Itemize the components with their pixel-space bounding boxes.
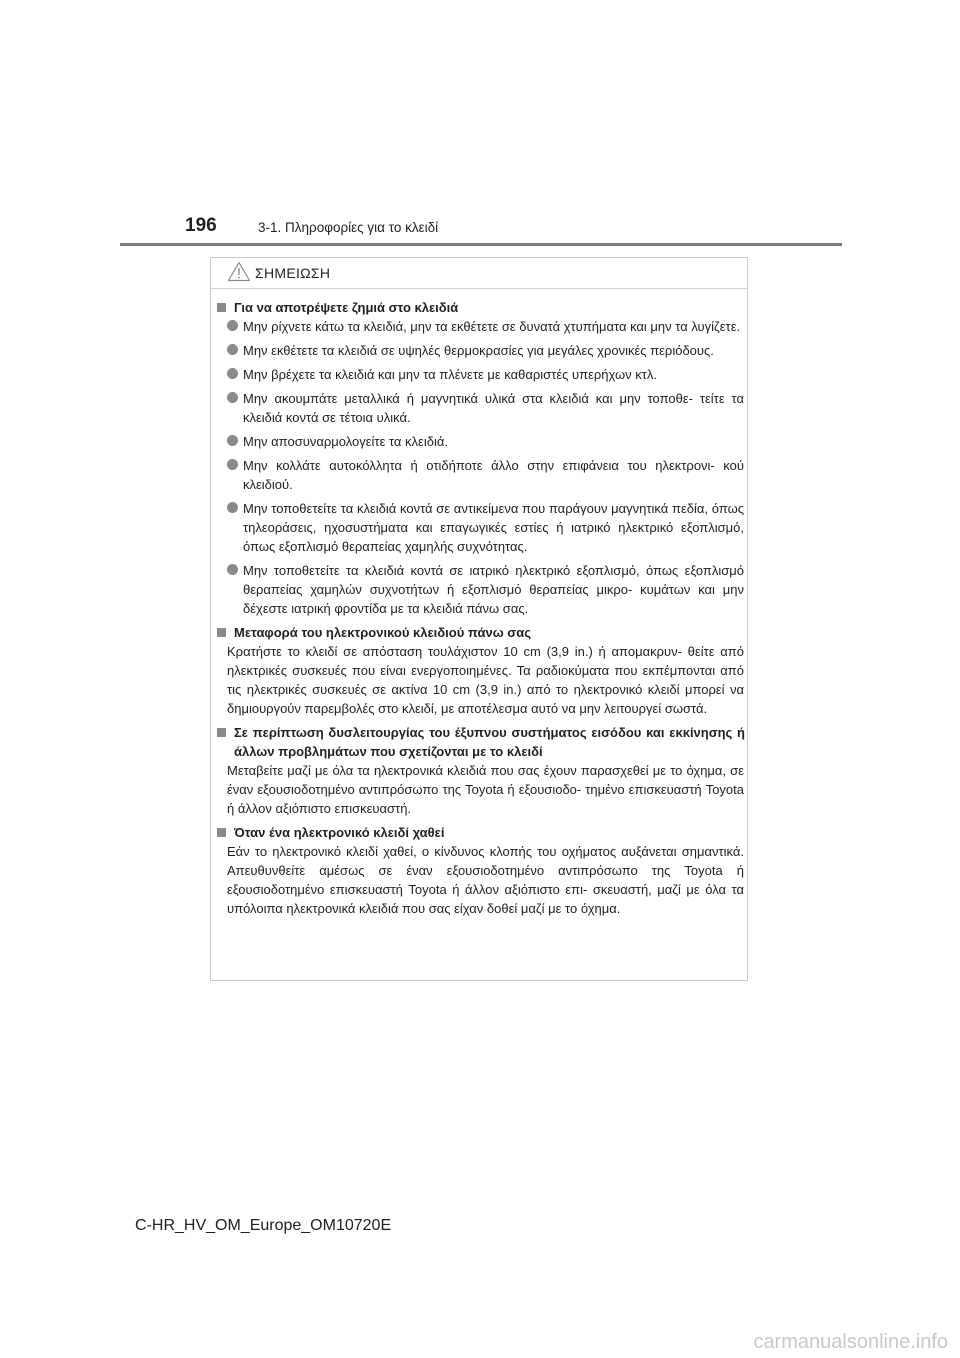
section-prevent-damage <box>211 298 747 618</box>
section-heading <box>217 298 745 317</box>
section-heading <box>217 823 745 842</box>
section-paragraph: Εάν το ηλεκτρονικό κλειδί χαθεί, ο κίνδυνος κλοπής του οχήματος αυξάνεται σημαντικά. Απευθυνθείτε αμέσως σε έναν εξουσιοδοτημένο αντιπρόσωπο της Toyota ή εξουσιοδοτημένο επισκευαστή Toyota ή άλλον αξιόπιστο επι- σκευαστή, μαζί με όλα τα υπόλοιπα ηλεκτρονικά κλειδιά που σας είχαν δοθεί μαζί με το όχημα. <box>227 844 744 916</box>
page-number: 196 <box>185 215 217 236</box>
list-item <box>243 317 744 336</box>
square-bullet-icon <box>217 828 226 837</box>
list-item-text: Μην αποσυναρμολογείτε τα κλειδιά. <box>243 434 448 449</box>
circle-bullet-icon <box>227 435 238 446</box>
list-item-text: Μην ακουμπάτε μεταλλικά ή μαγνητικά υλικά στα κλειδιά και μην τοποθε- τείτε τα κλειδιά κοντά σε τέτοια υλικά. <box>243 391 744 425</box>
warning-triangle-icon <box>227 261 251 282</box>
list-item-text: Μην κολλάτε αυτοκόλλητα ή οτιδήποτε άλλο στην επιφάνεια του ηλεκτρονι- κού κλειδιού. <box>243 458 744 492</box>
circle-bullet-icon <box>227 368 238 379</box>
note-label: ΣΗΜΕΙΩΣΗ <box>255 265 331 281</box>
section-heading <box>217 723 745 761</box>
note-header <box>211 258 747 289</box>
document-code: C-HR_HV_OM_Europe_OM10720E <box>135 1217 392 1234</box>
square-bullet-icon <box>217 303 226 312</box>
list-item <box>243 389 744 427</box>
square-bullet-icon <box>217 728 226 737</box>
section-title: 3-1. Πληροφορίες για το κλειδί <box>258 220 439 235</box>
circle-bullet-icon <box>227 320 238 331</box>
section-paragraph: Κρατήστε το κλειδί σε απόσταση τουλάχιστον 10 cm (3,9 in.) ή απομακρυν- θείτε από ηλεκτρικές συσκευές που είναι ενεργοποιημένες. Τα ραδιοκύματα που εκπέμπονται από τις ηλεκτρικές συσκευές σε ακτίνα 10 cm (3,9 in.) από το ηλεκτρονικό κλειδί μπορεί να δημιουργούν παρεμβολές στο κλειδί, με αποτέλεσμα αυτό να μην λειτουργεί σωστά. <box>227 644 744 716</box>
list-item <box>243 499 744 556</box>
section-paragraph: Μεταβείτε μαζί με όλα τα ηλεκτρονικά κλειδιά που σας έχουν παρασχεθεί με το όχημα, σε έναν εξουσιοδοτημένο αντιπρόσωπο της Toyota ή εξουσιοδο- τημένο επισκευαστή Toyota ή άλλον αξιόπιστο επισκευαστή. <box>227 763 744 816</box>
list-item-text: Μην τοποθετείτε τα κλειδιά κοντά σε ιατρικό ηλεκτρικό εξοπλισμό, όπως εξοπλισμό θεραπείας χαμηλών συχνοτήτων ή εξοπλισμό θεραπείας μικρο- κυμάτων και μην δέχεστε ιατρική φροντίδα με τα κλειδιά πάνω σας. <box>243 563 744 616</box>
section-heading-text: Σε περίπτωση δυσλειτουργίας του έξυπνου συστήματος εισόδου και εκκίνησης ή άλλων προβλημάτων που σχετίζονται με το κλειδί <box>234 725 745 759</box>
section-heading-text: Όταν ένα ηλεκτρονικό κλειδί χαθεί <box>234 825 445 840</box>
circle-bullet-icon <box>227 502 238 513</box>
header-divider <box>120 243 842 246</box>
section-carrying-key <box>211 623 747 718</box>
section-heading <box>217 623 745 642</box>
section-heading-text: Για να αποτρέψετε ζημιά στο κλειδιά <box>234 300 459 315</box>
list-item-text: Μην τοποθετείτε τα κλειδιά κοντά σε αντικείμενα που παράγουν μαγνητικά πεδία, όπως τηλεοράσεις, ηχοσυστήματα και επαγωγικές εστίες ή ιατρικό ηλεκτρικό εξοπλισμό, όπως εξοπλισμό θεραπείας χαμηλής συχνότητας. <box>243 501 744 554</box>
note-box <box>210 257 748 981</box>
list-item-text: Μην εκθέτετε τα κλειδιά σε υψηλές θερμοκρασίες για μεγάλες χρονικές περιόδους. <box>243 343 714 358</box>
circle-bullet-icon <box>227 392 238 403</box>
list-item <box>243 432 744 451</box>
list-item <box>243 365 744 384</box>
list-item-text: Μην βρέχετε τα κλειδιά και μην τα πλένετε με καθαριστές υπερήχων κτλ. <box>243 367 657 382</box>
section-heading-text: Μεταφορά του ηλεκτρονικού κλειδιού πάνω σας <box>234 625 531 640</box>
circle-bullet-icon <box>227 344 238 355</box>
circle-bullet-icon <box>227 564 238 575</box>
watermark: carmanualsonline.info <box>753 1331 948 1353</box>
section-lost-key <box>211 823 747 918</box>
list-item <box>243 561 744 618</box>
list-item-text: Μην ρίχνετε κάτω τα κλειδιά, μην τα εκθέτετε σε δυνατά χτυπήματα και μην τα λυγίζετε. <box>243 319 741 334</box>
note-body <box>211 298 747 918</box>
list-item <box>243 341 744 360</box>
circle-bullet-icon <box>227 459 238 470</box>
square-bullet-icon <box>217 628 226 637</box>
section-malfunction <box>211 723 747 818</box>
list-item <box>243 456 744 494</box>
